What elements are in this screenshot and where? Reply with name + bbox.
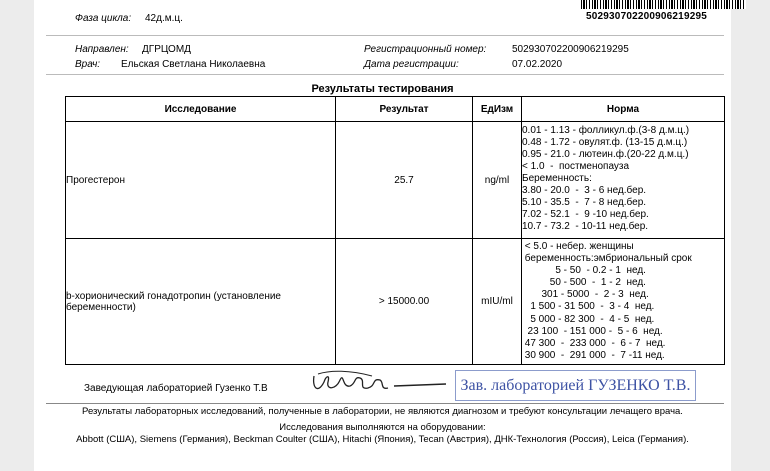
barcode-image xyxy=(581,0,746,9)
table-row-hcg xyxy=(66,239,725,365)
test-result: 25.7 xyxy=(336,122,473,239)
table-header-row xyxy=(66,97,725,122)
cycle-phase-label: Фаза цикла: xyxy=(75,13,132,24)
norm-line: 10.7 - 73.2 - 10-11 нед.бер. xyxy=(522,221,649,232)
cycle-phase-value: 42д.м.ц. xyxy=(145,13,183,24)
signature-image xyxy=(310,368,450,398)
norm-line: 5.10 - 35.5 - 7 - 8 нед.бер. xyxy=(522,197,647,208)
reg-date-label: Дата регистрации: xyxy=(364,59,459,70)
referred-label: Направлен: xyxy=(75,44,129,55)
test-norm xyxy=(522,122,725,239)
doctor-label: Врач: xyxy=(75,59,101,70)
reg-number-value: 502930702200906219295 xyxy=(512,44,629,55)
column-header: ЕдИзм xyxy=(473,97,522,122)
table-row-progesterone xyxy=(66,122,725,239)
test-unit: ng/ml xyxy=(473,122,522,239)
disclaimer-text: Результаты лабораторных исследований, полученные в лаборатории, не являются диагнозом и требуют консультации лечащего врача. xyxy=(82,406,683,417)
results-title: Результаты тестирования xyxy=(311,83,454,95)
norm-line: 7.02 - 52.1 - 9 -10 нед.бер. xyxy=(522,209,649,220)
head-of-lab: Заведующая лабораторией Гузенко Т.В xyxy=(84,383,268,394)
divider-line xyxy=(46,403,724,404)
column-header: Норма xyxy=(522,97,725,122)
divider-line xyxy=(46,74,724,75)
lab-report-page xyxy=(34,0,731,471)
norm-line: беременность:эмбриональный срок xyxy=(522,253,692,265)
reg-number-label: Регистрационный номер: xyxy=(364,44,487,55)
norm-line: 0.48 - 1.72 - овулят.ф. (13-15 д.м.ц.) xyxy=(522,137,688,148)
norm-line: 0.01 - 1.13 - фолликул.ф.(3-8 д.м.ц.) xyxy=(522,125,690,136)
norm-line: 47 300 - 233 000 - 6 - 7 нед. xyxy=(522,337,666,349)
barcode-number: 50293070220090621929​5 xyxy=(586,11,707,22)
reg-date-value: 07.02.2020 xyxy=(512,59,563,70)
norm-line: 5 000 - 82 300 - 4 - 5 нед. xyxy=(522,313,655,325)
norm-line: 23 100 - 151 000 - 5 - 6 нед. xyxy=(522,325,663,337)
norm-line: 1 500 - 31 500 - 3 - 4 нед. xyxy=(522,301,655,313)
norm-line: Беременность: xyxy=(522,173,592,184)
norm-line: 50 - 500 - 1 - 2 нед. xyxy=(522,277,646,289)
norm-line: < 1.0 - постменопауза xyxy=(522,161,630,172)
referred-value: ДГРЦОМД xyxy=(142,44,191,55)
doctor-value: Ельская Светлана Николаевна xyxy=(121,59,266,70)
lab-head-stamp: Зав. лабораторией ГУЗЕНКО Т.В. xyxy=(455,370,696,401)
test-result: > 15000.00 xyxy=(336,239,473,365)
norm-line: < 5.0 - небер. женщины xyxy=(522,241,634,252)
norm-line: 3.80 - 20.0 - 3 - 6 нед.бер. xyxy=(522,185,647,196)
norm-line: 301 - 5000 - 2 - 3 нед. xyxy=(522,289,649,301)
norm-line: 5 - 50 - 0.2 - 1 нед. xyxy=(522,265,646,277)
column-header: Результат xyxy=(336,97,473,122)
divider-line xyxy=(46,35,724,36)
test-norm xyxy=(522,239,725,365)
norm-line: 0.95 - 21.0 - лютеин.ф.(20-22 д.м.ц.) xyxy=(522,149,689,160)
equipment-list: Abbott (США), Siemens (Германия), Beckman Coulter (США), Hitachi (Япония), Tecan (Австрия), ДНК-Технология (Россия), Leica (Германия). xyxy=(76,434,689,445)
results-table xyxy=(65,96,725,365)
column-header: Исследование xyxy=(66,97,336,122)
test-name: Прогестерон xyxy=(66,122,336,239)
norm-line: 30 900 - 291 000 - 7 -11 нед. xyxy=(522,349,665,361)
test-name: b-хорионический гонадотропин (установление беременности) xyxy=(66,239,336,365)
test-unit: mIU/ml xyxy=(473,239,522,365)
equipment-title: Исследования выполняются на оборудовании: xyxy=(279,422,486,433)
